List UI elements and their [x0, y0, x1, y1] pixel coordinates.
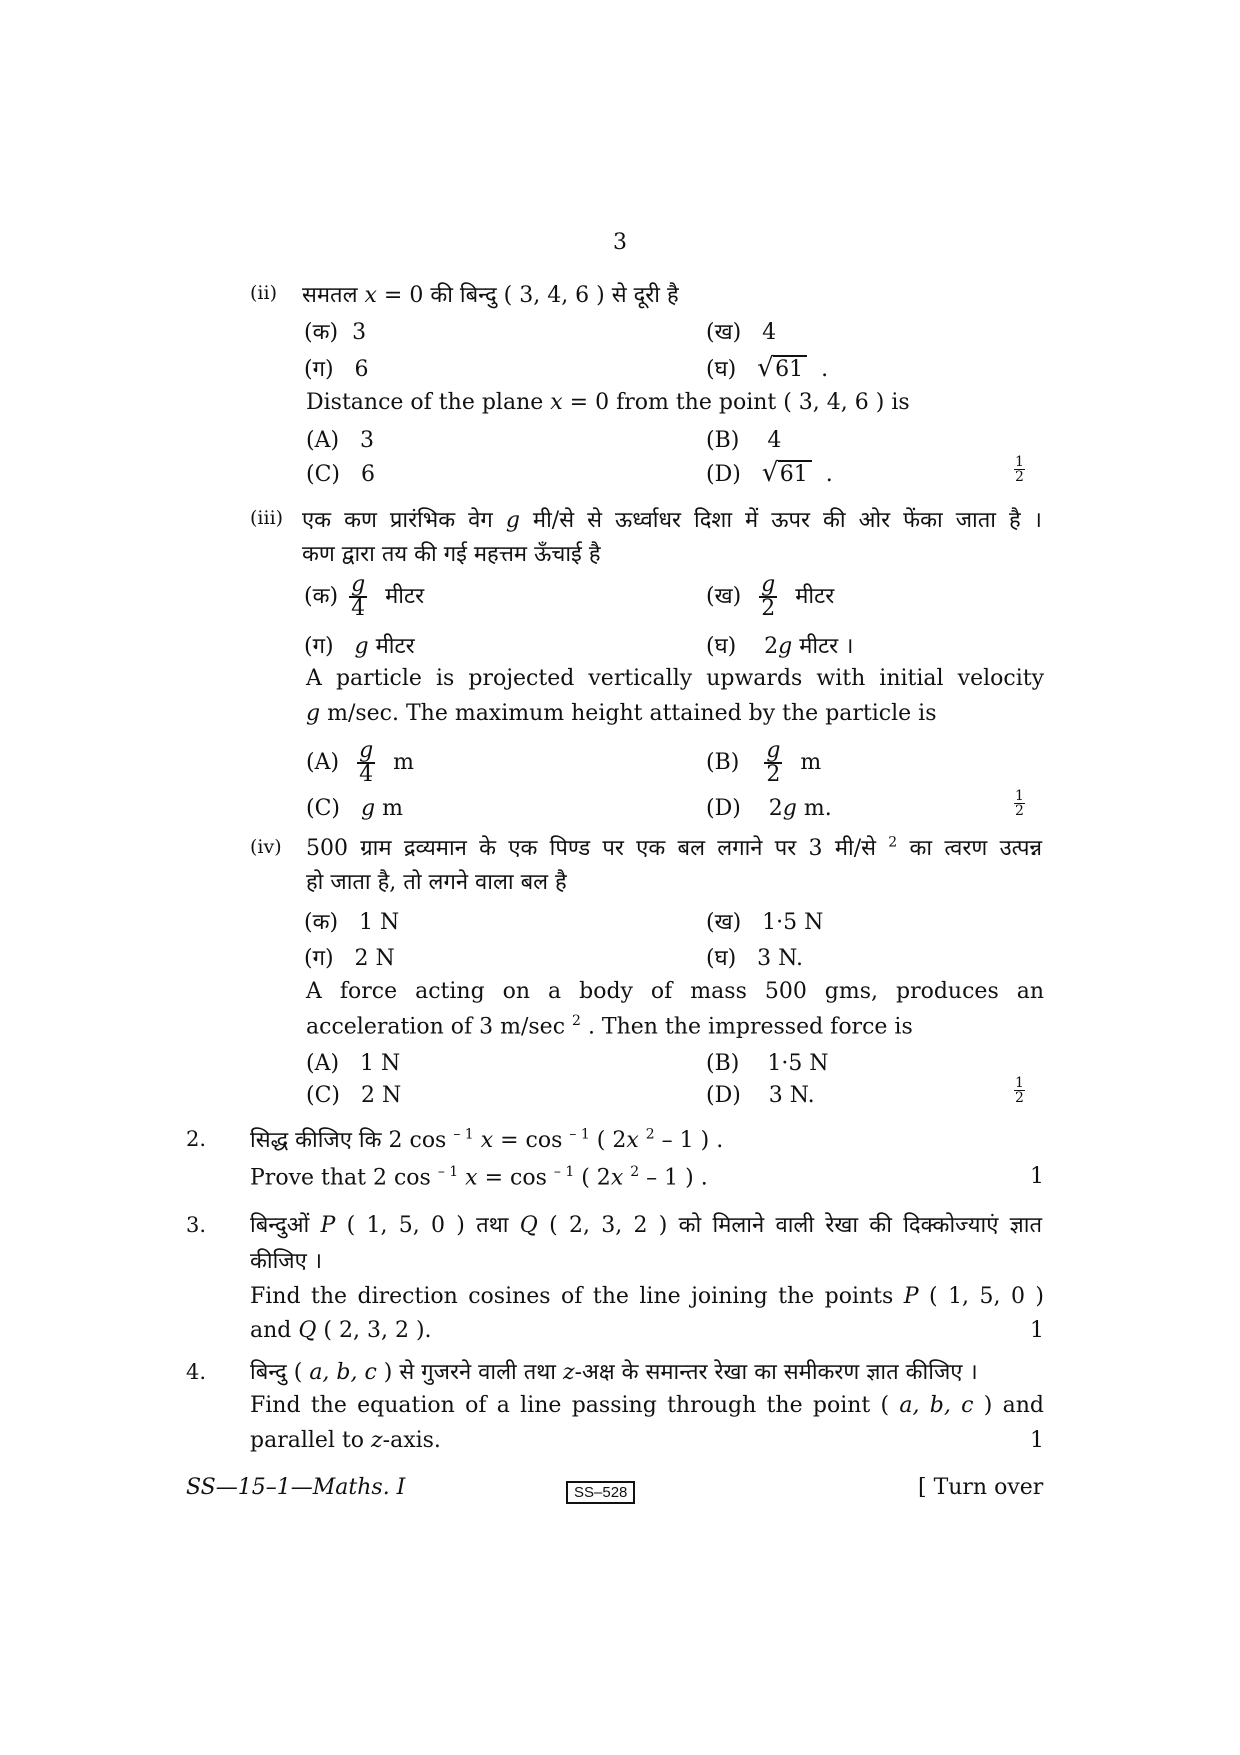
q1iv-en-opt-d: (D) 3 N. [706, 1083, 815, 1108]
q1iii-english-line2: g m/sec. The maximum height attained by the particle is [306, 701, 937, 726]
q1iv-hi-opt-a: (क) 1 N [304, 910, 400, 935]
q1iii-english-line1: A particle is projected vertically upwards with initial velocity [306, 666, 1044, 691]
q1iv-en-opt-a: (A) 1 N [306, 1051, 401, 1076]
q1iii-hi-opt-b: (ख) $\frac{g}{2}$ मीटर [706, 572, 835, 621]
q1iii-hindi-line2: कण द्वारा तय की गई महत्तम ऊँचाई है [302, 542, 601, 567]
q4-english-line1: Find the equation of a line passing through the point ( a, b, c ) and [250, 1393, 1045, 1418]
q1iii-en-opt-c: (C) g m [306, 796, 403, 821]
q1iii-en-opt-d: (D) 2g m. [706, 796, 832, 821]
q1iv-en-opt-c: (C) 2 N [306, 1083, 402, 1108]
q1iv-english-line2: acceleration of 3 m/sec $^2$ . Then the impressed force is [306, 1013, 913, 1040]
page-number: 3 [613, 230, 627, 255]
q2-hindi: सिद्ध कीजिए कि 2 cos $^{- 1}$ x = cos $^{- 1}$ ( 2x $^2$ – 1 ) . [250, 1126, 724, 1153]
sqrt-symbol: √ 61 [762, 462, 812, 487]
footer-paper-code: SS—15–1—Maths. I [186, 1475, 406, 1500]
q1iii-marks: $\frac{1}{2}$ [1015, 788, 1024, 819]
q2-number: 2. [186, 1127, 207, 1151]
q1ii-en-opt-c: (C) 6 [306, 462, 375, 487]
q1iv-hi-opt-c: (ग) 2 N [304, 946, 395, 971]
q1iii-number: (iii) [250, 507, 284, 529]
q1iii-hi-opt-c: (ग) g मीटर [304, 634, 415, 659]
q1iv-hi-opt-b: (ख) 1·5 N [706, 910, 824, 935]
q3-marks: 1 [1030, 1318, 1044, 1343]
q1iv-hindi-line1: 500 ग्राम द्रव्यमान के एक पिण्ड पर एक बल लगाने पर 3 मी/से $^2$ का त्वरण उत्पन्न [306, 834, 1042, 861]
q4-english-line2: parallel to z-axis. [250, 1428, 441, 1453]
q1iv-english-line1: A force acting on a body of mass 500 gms, produces an [306, 979, 1044, 1004]
q3-english-line2: and Q ( 2, 3, 2 ). [250, 1318, 432, 1343]
q3-hindi-line2: कीजिए । [250, 1249, 323, 1274]
q1ii-hindi-question: समतल x = 0 की बिन्दु ( 3, 4, 6 ) से दूरी है [302, 283, 679, 308]
q1iv-number: (iv) [250, 836, 282, 858]
sqrt-symbol: √ 61 [757, 357, 807, 382]
footer-turn-over: [ Turn over [918, 1475, 1044, 1500]
footer-series-code: SS–528 [566, 1481, 635, 1504]
q1iv-marks: $\frac{1}{2}$ [1015, 1075, 1024, 1106]
q3-english-line1: Find the direction cosines of the line joining the points P ( 1, 5, 0 ) [250, 1284, 1045, 1309]
q4-hindi: बिन्दु ( a, b, c ) से गुजरने वाली तथा z-अक्ष के समान्तर रेखा का समीकरण ज्ञात कीजिए । [250, 1360, 978, 1385]
q1iii-hi-opt-a: (क) $\frac{g}{4}$ मीटर [304, 572, 425, 621]
q1iv-en-opt-b: (B) 1·5 N [706, 1051, 829, 1076]
q3-hindi-line1: बिन्दुओं P ( 1, 5, 0 ) तथा Q ( 2, 3, 2 ) को मिलाने वाली रेखा की दिक्कोज्याएं ज्ञात [250, 1213, 1042, 1238]
q1iii-hi-opt-d: (घ) 2g मीटर । [706, 634, 854, 659]
q1iv-hi-opt-d: (घ) 3 N. [706, 946, 803, 971]
q4-marks: 1 [1030, 1428, 1044, 1453]
q2-english: Prove that 2 cos $^{- 1}$ x = cos $^{- 1}$ ( 2x $^2$ – 1 ) . [250, 1164, 708, 1191]
q1ii-hi-opt-b: (ख) 4 [706, 320, 777, 345]
q3-number: 3. [186, 1213, 207, 1237]
q1iii-en-opt-a: (A) $\frac{g}{4}$ m [306, 738, 415, 787]
q1ii-number: (ii) [250, 282, 277, 304]
footer-series-box [566, 1478, 635, 1503]
q1iii-en-opt-b: (B) $\frac{g}{2}$ m [706, 738, 822, 787]
q1ii-en-opt-d: (D) √ 61 . [706, 458, 833, 488]
q1ii-marks: $\frac{1}{2}$ [1015, 454, 1024, 485]
q1iv-hindi-line2: हो जाता है, तो लगने वाला बल है [306, 870, 567, 895]
q4-number: 4. [186, 1360, 207, 1384]
q1ii-hi-opt-d: (घ) √ 61 . [706, 353, 829, 383]
q1ii-hi-opt-c: (ग) 6 [304, 357, 369, 382]
q1ii-hi-opt-a: (क) 3 [304, 320, 367, 345]
q1ii-en-opt-a: (A) 3 [306, 428, 375, 453]
q1ii-english-question: Distance of the plane x = 0 from the point ( 3, 4, 6 ) is [306, 390, 910, 415]
q1iii-hindi-line1: एक कण प्रारंभिक वेग g मी/से से ऊर्ध्वाधर दिशा में ऊपर की ओर फेंका जाता है । [302, 508, 1043, 533]
q2-marks: 1 [1030, 1164, 1044, 1189]
q1ii-en-opt-b: (B) 4 [706, 428, 782, 453]
